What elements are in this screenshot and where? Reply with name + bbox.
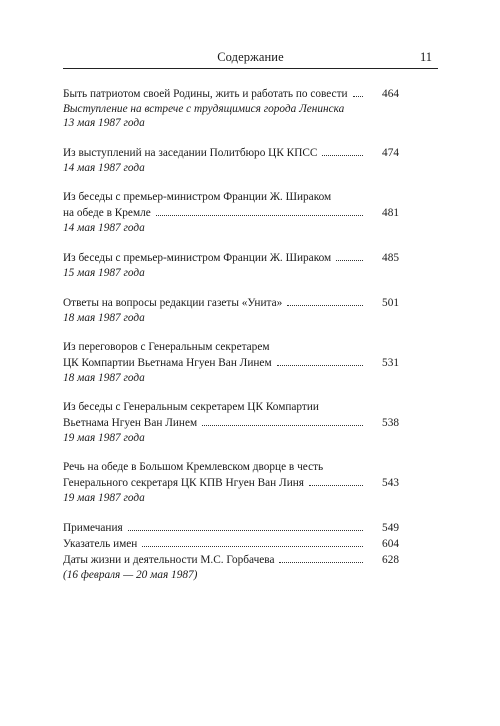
entry-title-continued: Генерального секретаря ЦК КПВ Нгуен Ван Линя: [63, 477, 305, 489]
back-matter-title: Даты жизни и деятельности М.С. Горбачева: [63, 554, 275, 566]
toc-line: [63, 355, 399, 371]
toc-line: [63, 415, 399, 431]
toc-line: [63, 190, 399, 205]
toc-line: [63, 400, 399, 415]
dot-leader: [336, 250, 363, 261]
back-matter-page: 628: [382, 554, 399, 566]
toc-line: [63, 205, 399, 221]
entry-title: Из беседы с премьер-министром Франции Ж. Шираком: [63, 191, 332, 203]
entry-title: Ответы на вопросы редакции газеты «Унита»: [63, 297, 283, 309]
toc-entry: [63, 460, 399, 505]
entry-date: 14 мая 1987 года: [63, 222, 145, 234]
entry-date: 15 мая 1987 года: [63, 267, 145, 279]
toc-entry: [63, 190, 399, 235]
entry-title: Быть патриотом своей Родины, жить и работать по совести: [63, 88, 348, 100]
toc-line: [63, 145, 399, 161]
toc-entry: [63, 86, 399, 130]
entry-date: 13 мая 1987 года: [63, 117, 145, 129]
entry-page: 481: [382, 207, 399, 219]
dot-leader: [287, 295, 363, 306]
toc-line: [63, 520, 399, 536]
dot-leader: [279, 552, 363, 563]
toc-line: [63, 250, 399, 266]
toc-line: [63, 552, 399, 568]
dot-leader: [309, 475, 363, 486]
dot-leader: [322, 145, 363, 156]
back-matter-title: Указатель имен: [63, 538, 138, 550]
page-title: Содержание: [217, 50, 284, 64]
toc-line: [63, 340, 399, 355]
toc-line: [63, 86, 399, 102]
toc-entry: [63, 340, 399, 385]
entry-subtitle: Выступление на встрече с трудящимися города Ленинска: [63, 103, 345, 115]
entry-date: 19 мая 1987 года: [63, 432, 145, 444]
entry-title: Из беседы с Генеральным секретарем ЦК Компартии: [63, 401, 319, 413]
entry-page: 543: [382, 477, 399, 489]
toc-entry: [63, 250, 399, 280]
dot-leader: [202, 415, 363, 426]
dot-leader: [353, 86, 363, 97]
entry-title: Из переговоров с Генеральным секретарем: [63, 341, 270, 353]
dot-leader: [142, 536, 363, 547]
entry-title-continued: Вьетнама Нгуен Ван Линем: [63, 417, 198, 429]
dot-leader: [277, 355, 363, 366]
toc-entry: [63, 400, 399, 445]
entry-page: 501: [382, 297, 399, 309]
dot-leader: [156, 205, 363, 216]
table-of-contents: [63, 86, 399, 597]
entry-page: 464: [382, 88, 399, 100]
toc-entry: [63, 145, 399, 175]
entry-title-continued: на обеде в Кремле: [63, 207, 151, 219]
entry-page: 474: [382, 147, 399, 159]
back-matter-page: 549: [382, 522, 399, 534]
running-header: [63, 48, 438, 69]
entry-title: Речь на обеде в Большом Кремлевском дворце в честь: [63, 461, 324, 473]
back-matter-note: (16 февраля — 20 мая 1987): [63, 569, 198, 581]
entry-title-continued: ЦК Компартии Вьетнама Нгуен Ван Линем: [63, 357, 272, 369]
entry-date: 14 мая 1987 года: [63, 162, 145, 174]
entry-page: 538: [382, 417, 399, 429]
entry-date: 18 мая 1987 года: [63, 312, 145, 324]
dot-leader: [128, 520, 363, 531]
entry-date: 18 мая 1987 года: [63, 372, 145, 384]
entry-title: Из выступлений на заседании Политбюро ЦК КПСС: [63, 147, 318, 159]
entry-page: 531: [382, 357, 399, 369]
toc-line: [63, 460, 399, 475]
toc-entry: [63, 295, 399, 325]
entry-title: Из беседы с премьер-министром Франции Ж. Шираком: [63, 252, 332, 264]
toc-line: [63, 536, 399, 552]
back-matter-page: 604: [382, 538, 399, 550]
entry-date: 19 мая 1987 года: [63, 492, 145, 504]
toc-line: [63, 475, 399, 491]
toc-line: [63, 295, 399, 311]
page-number: 11: [419, 50, 432, 64]
back-matter: [63, 520, 399, 582]
entry-page: 485: [382, 252, 399, 264]
back-matter-title: Примечания: [63, 522, 123, 534]
